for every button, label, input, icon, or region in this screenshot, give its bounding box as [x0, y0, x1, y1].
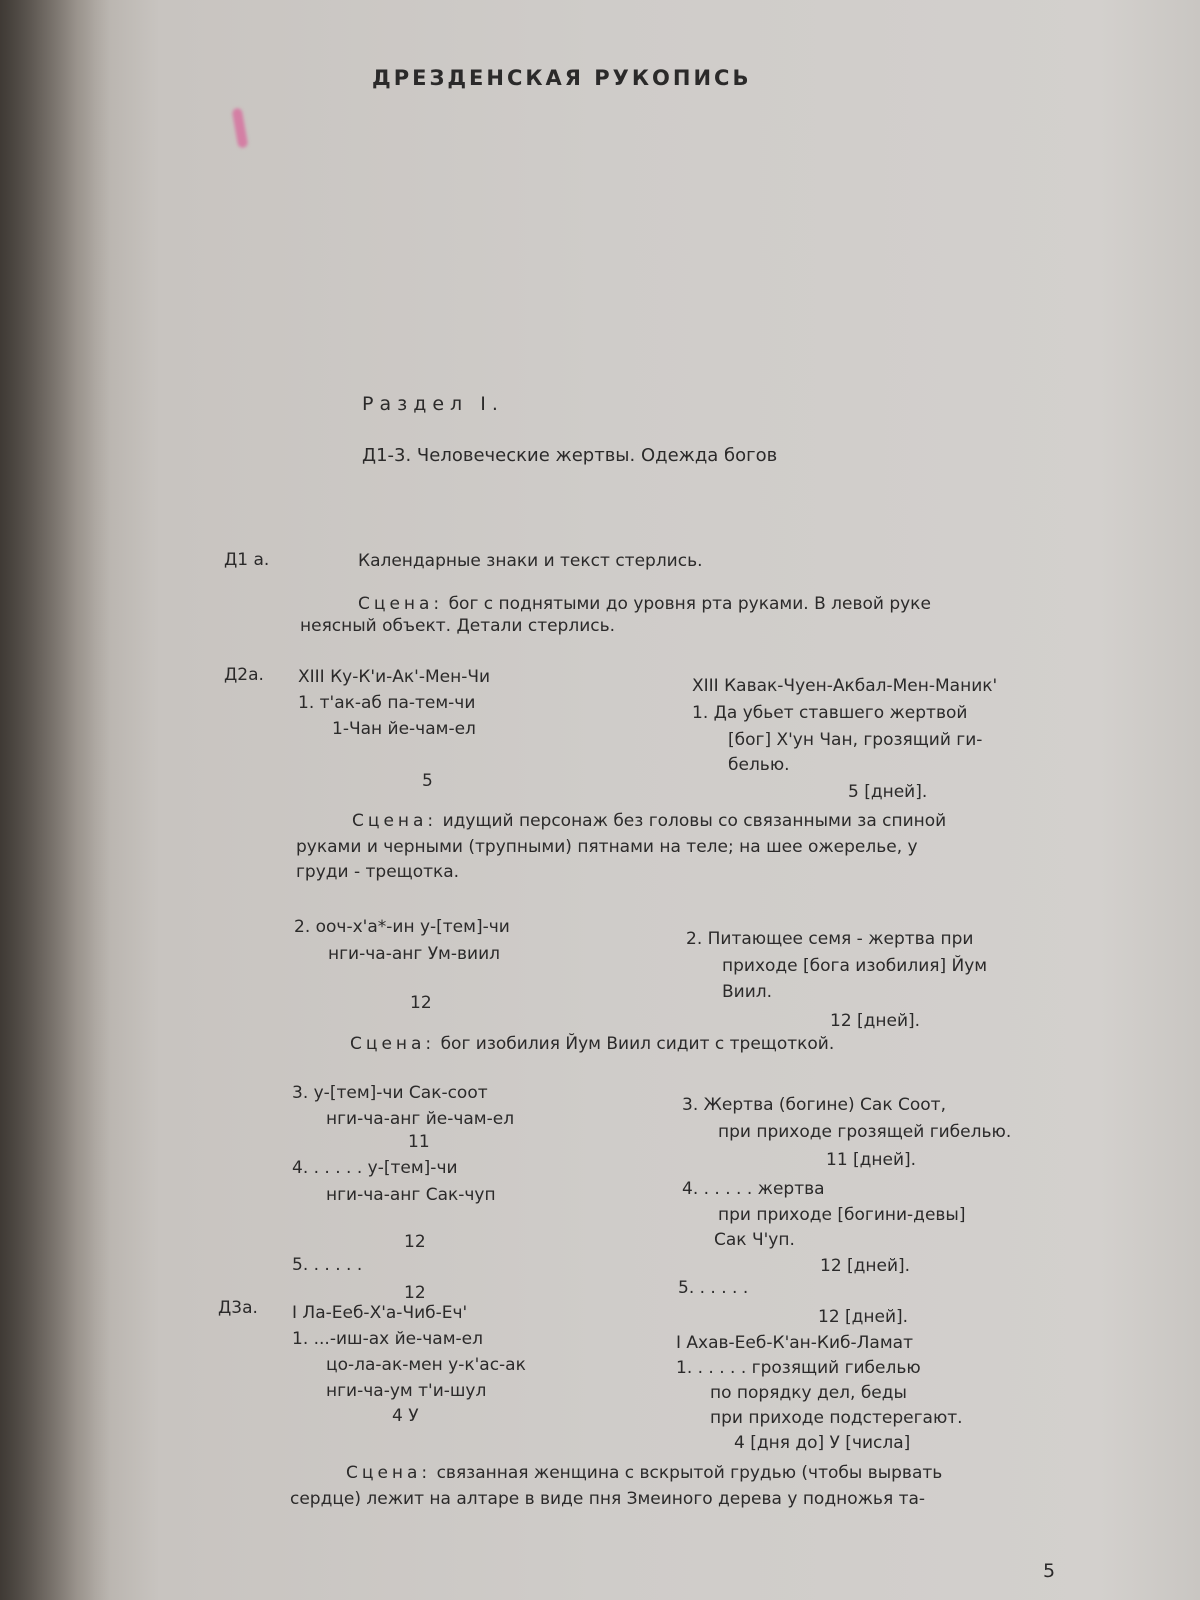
d2a-right-1a: 1. Да убьет ставшего жертвой	[692, 703, 968, 723]
d3a-right-date: I Ахав-Еeб-К'ан-Киб-Ламат	[676, 1333, 913, 1353]
d3a-scene-line-2: сердце) лежит на алтаре в виде пня Змеиного дерева у подножья та-	[290, 1489, 926, 1509]
scene-label: Сцена:	[350, 1034, 436, 1054]
page-number: 5	[1043, 1560, 1056, 1582]
d2a-left-4-num: 12	[404, 1232, 426, 1252]
scene-text: бог с поднятыми до уровня рта руками. В левой руке	[448, 594, 931, 614]
d2a-left-4a: 4. . . . . . у-[тем]-чи	[292, 1158, 458, 1178]
d2a-scene1-line-3: груди - трещотка.	[296, 862, 460, 882]
d2a-right-date: XIII Кавак-Чуен-Акбал-Мен-Маник'	[692, 676, 998, 696]
d2a-right-3-num: 11 [дней].	[826, 1150, 917, 1170]
d2a-scene1-line-1	[352, 811, 946, 831]
d2a-left-4b: нги-ча-анг Сак-чуп	[326, 1185, 496, 1205]
d2a-left-date: XIII Ку-К'и-Ак'-Мен-Чи	[298, 667, 491, 687]
page-title: ДРЕЗДЕНСКАЯ РУКОПИСЬ	[372, 66, 752, 90]
d2a-right-4c: Сак Ч'уп.	[714, 1230, 795, 1250]
d3a-right-1a: 1. . . . . . грозящий гибелью	[676, 1358, 921, 1378]
scene-text: идущий персонаж без головы со связанными за спиной	[442, 811, 947, 831]
d2a-right-2b: приходе [бога изобилия] Йум	[722, 956, 988, 976]
d3a-left-1a: 1. ...-иш-ах йе-чам-ел	[292, 1329, 483, 1349]
d2a-right-3a: 3. Жертва (богине) Сак Соот,	[682, 1095, 946, 1115]
scene-label: Сцена:	[358, 594, 444, 614]
d2a-right-5: 5. . . . . .	[678, 1278, 749, 1298]
marker-d3a: Д3а.	[218, 1298, 258, 1318]
d2a-right-4b: при приходе [богини-девы]	[718, 1205, 966, 1225]
d3a-left-date: I Ла-Еeб-Х'а-Чиб-Еч'	[292, 1303, 468, 1323]
marker-d2a: Д2а.	[224, 665, 264, 685]
pink-ink-mark	[232, 107, 249, 148]
d2a-left-1b: 1-Чан йе-чам-ел	[332, 719, 476, 739]
d2a-right-1c: белью.	[728, 755, 790, 775]
d3a-scene-line-1	[346, 1463, 942, 1483]
d1a-text: Календарные знаки и текст стерлись.	[358, 551, 703, 571]
d2a-scene2	[350, 1034, 834, 1054]
d2a-left-3b: нги-ча-анг йе-чам-ел	[326, 1109, 515, 1129]
d2a-left-5: 5. . . . . .	[292, 1255, 363, 1275]
d2a-right-2a: 2. Питающее семя - жертва при	[686, 929, 974, 949]
d2a-left-1-num: 5	[422, 771, 433, 791]
d3a-right-1b: по порядку дел, беды	[710, 1383, 907, 1403]
section-subtitle: Д1-3. Человеческие жертвы. Одежда богов	[362, 445, 778, 466]
d1a-scene-line-1	[358, 594, 931, 614]
d2a-right-2-num: 12 [дней].	[830, 1011, 921, 1031]
d2a-right-1b: [бог] Х'ун Чан, грозящий ги-	[728, 730, 983, 750]
d2a-right-2c: Виил.	[722, 982, 773, 1002]
d3a-right-1c: при приходе подстерегают.	[710, 1408, 963, 1428]
d3a-left-1-num: 4 У	[392, 1406, 419, 1426]
scene-label: Сцена:	[346, 1463, 432, 1483]
d2a-right-4a: 4. . . . . . жертва	[682, 1179, 825, 1199]
d2a-right-3b: при приходе грозящей гибелью.	[718, 1122, 1012, 1142]
d2a-left-3a: 3. у-[тем]-чи Сак-соот	[292, 1083, 488, 1103]
d2a-right-1-num: 5 [дней].	[848, 782, 928, 802]
d2a-left-5-num: 12	[404, 1283, 426, 1303]
scene-text: бог изобилия Йум Виил сидит с трещоткой.	[440, 1034, 835, 1054]
d2a-left-1a: 1. т'ак-аб па-тем-чи	[298, 693, 476, 713]
d2a-left-2b: нги-ча-анг Ум-виил	[328, 944, 500, 964]
d3a-left-1c: нги-ча-ум т'и-шул	[326, 1381, 487, 1401]
scene-label: Сцена:	[352, 811, 438, 831]
section-heading: Раздел I.	[362, 393, 504, 415]
d2a-scene1-line-2: руками и черными (трупными) пятнами на теле; на шее ожерелье, у	[296, 837, 918, 857]
d2a-right-4-num: 12 [дней].	[820, 1256, 911, 1276]
d3a-right-1-num: 4 [дня до] У [числа]	[734, 1433, 911, 1453]
d2a-right-5-num: 12 [дней].	[818, 1307, 909, 1327]
marker-d1a: Д1 а.	[224, 550, 270, 570]
d2a-left-2a: 2. ооч-х'а*-ин у-[тем]-чи	[294, 917, 510, 937]
d1a-scene-line-2: неясный объект. Детали стерлись.	[300, 616, 616, 636]
d3a-left-1b: цо-ла-ак-мен у-к'ас-ак	[326, 1355, 526, 1375]
book-spine-shadow	[0, 0, 110, 1600]
d2a-left-2-num: 12	[410, 993, 432, 1013]
scene-text: связанная женщина с вскрытой грудью (чтобы вырвать	[436, 1463, 943, 1483]
d2a-left-3-num: 11	[408, 1132, 430, 1152]
